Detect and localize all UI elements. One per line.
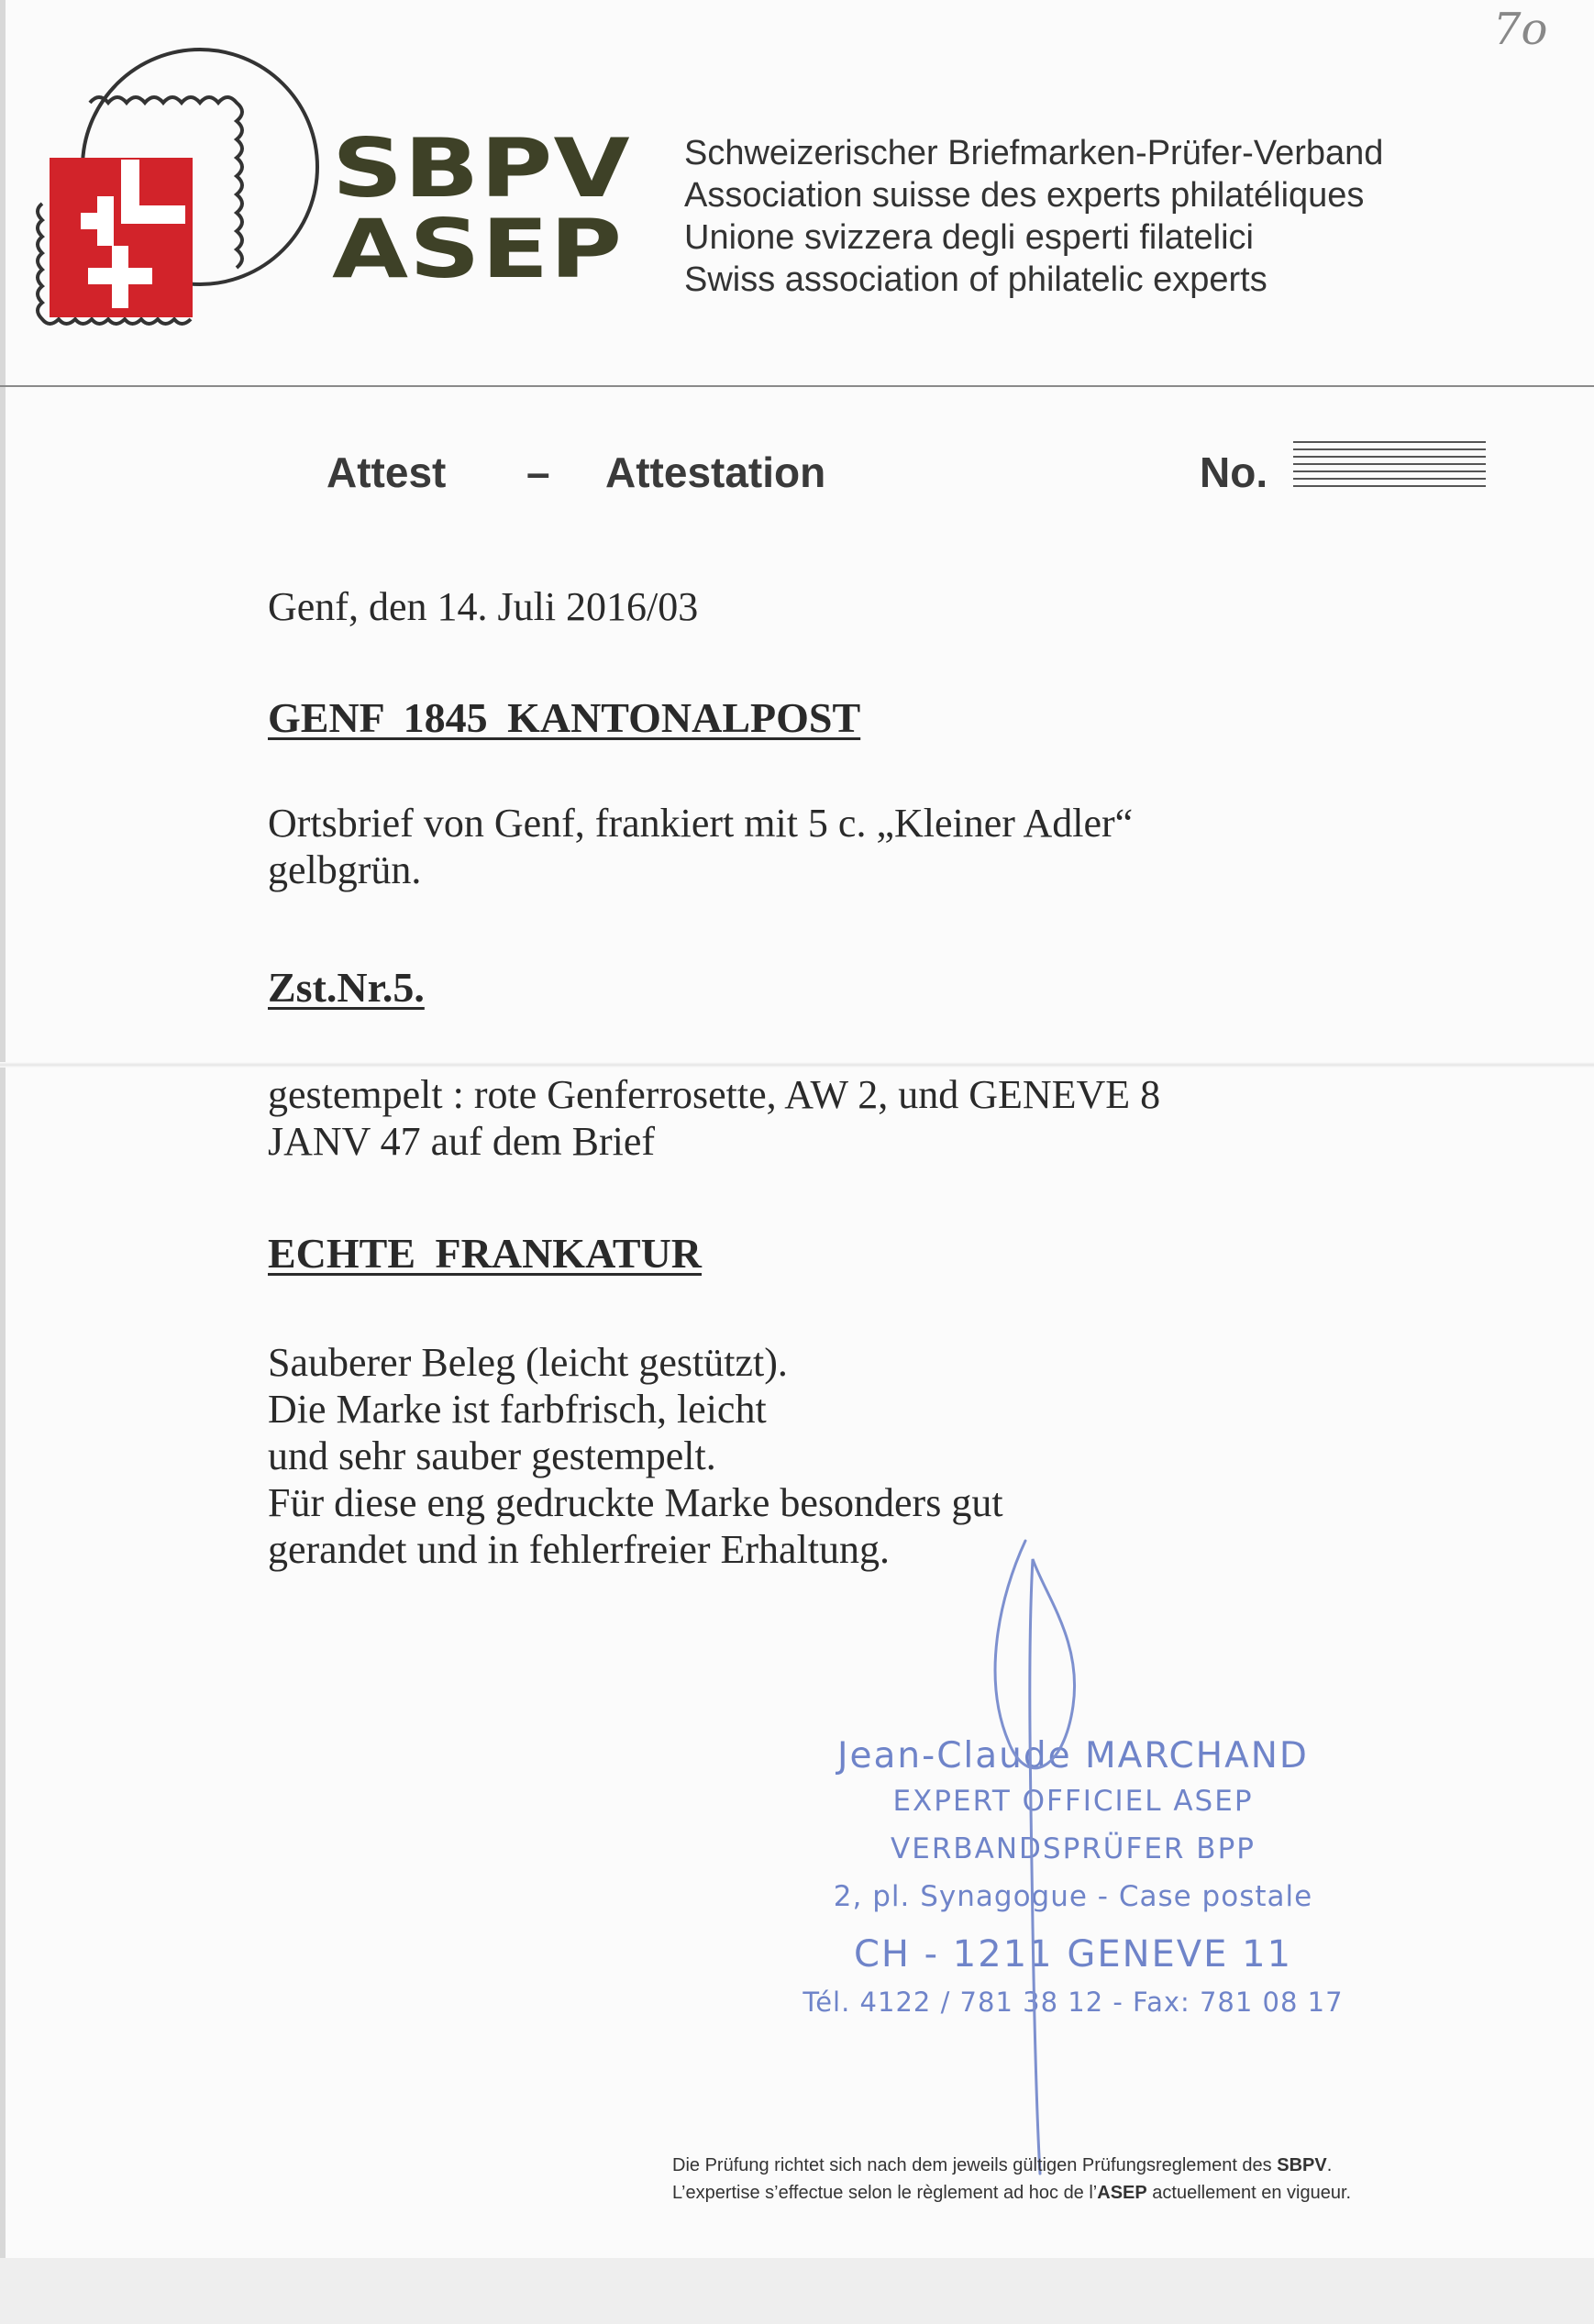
footer-line-fr: L’expertise s’effectue selon le règlement ad hoc de l’ASEP actuellement en vigueur. (672, 2183, 1352, 2203)
title-dash: – (526, 448, 550, 496)
stamp-address: 2, pl. Synagogue - Case postale (833, 1880, 1313, 1913)
footer-legal (672, 2152, 1351, 2207)
stamp-title-asep: EXPERT OFFICIEL ASEP (892, 1785, 1254, 1818)
footer-line-de: Die Prüfung richtet sich nach dem jeweils gültigen Prüfungsreglement des SBPV. (672, 2155, 1333, 2175)
condition-notes (268, 1339, 1003, 1573)
scan-edge-bottom (0, 2258, 1594, 2324)
redacted-number-lines (1293, 437, 1486, 492)
handwritten-corner-note: 7o (1493, 4, 1548, 55)
tagline-fr: Association suisse des experts philatéliques (684, 176, 1365, 215)
description (268, 800, 1133, 893)
cancellation (268, 1071, 1160, 1165)
condition-line: Für diese eng gedruckte Marke besonders gut (268, 1480, 1003, 1525)
tagline-en: Swiss association of philatelic experts (684, 260, 1267, 299)
association-tagline (684, 132, 1383, 301)
subject-heading: GENF 1845 KANTONALPOST (268, 694, 861, 741)
stamp-title-bpp: VERBANDSPRÜFER BPP (891, 1832, 1256, 1865)
handwritten-signature (945, 1522, 1128, 2183)
cancellation-line: gestempelt : rote Genferrosette, AW 2, und GENEVE 8 (268, 1072, 1161, 1117)
cancellation-line: JANV 47 auf dem Brief (268, 1119, 655, 1164)
brand-asep: ASEP (332, 202, 624, 296)
description-line: Ortsbrief von Genf, frankiert mit 5 c. „Kleiner Adler“ (268, 801, 1134, 846)
brand-sbpv: SBPV (332, 121, 631, 216)
stamp-city: CH - 1211 GENEVE 11 (853, 1933, 1293, 1975)
tagline-it: Unione svizzera degli esperti filatelici (684, 218, 1254, 257)
catalogue-reference: Zst.Nr.5. (268, 964, 425, 1011)
paper-fold (0, 1062, 1594, 1068)
tagline-de: Schweizerischer Briefmarken-Prüfer-Verband (684, 134, 1384, 172)
scan-edge-left (0, 0, 6, 2324)
swiss-cross-stamp-logo-icon (26, 48, 338, 360)
brand-wordmark (332, 121, 631, 296)
title-attest: Attest (327, 448, 447, 496)
title-attestation: Attestation (605, 448, 826, 496)
condition-line: Sauberer Beleg (leicht gestützt). (268, 1340, 788, 1385)
description-line: gelbgrün. (268, 847, 422, 892)
place-date: Genf, den 14. Juli 2016/03 (268, 584, 699, 629)
condition-line: gerandet und in fehlerfreier Erhaltung. (268, 1527, 891, 1572)
header-divider (0, 385, 1594, 387)
number-label: No. (1200, 448, 1268, 496)
verdict-heading: ECHTE FRANKATUR (268, 1230, 703, 1277)
condition-line: und sehr sauber gestempelt. (268, 1433, 716, 1478)
condition-line: Die Marke ist farbfrisch, leicht (268, 1387, 767, 1432)
stamp-phone: Tél. 4122 / 781 38 12 - Fax: 781 08 17 (803, 1986, 1344, 2018)
stamp-name: Jean-Claude MARCHAND (837, 1735, 1309, 1776)
